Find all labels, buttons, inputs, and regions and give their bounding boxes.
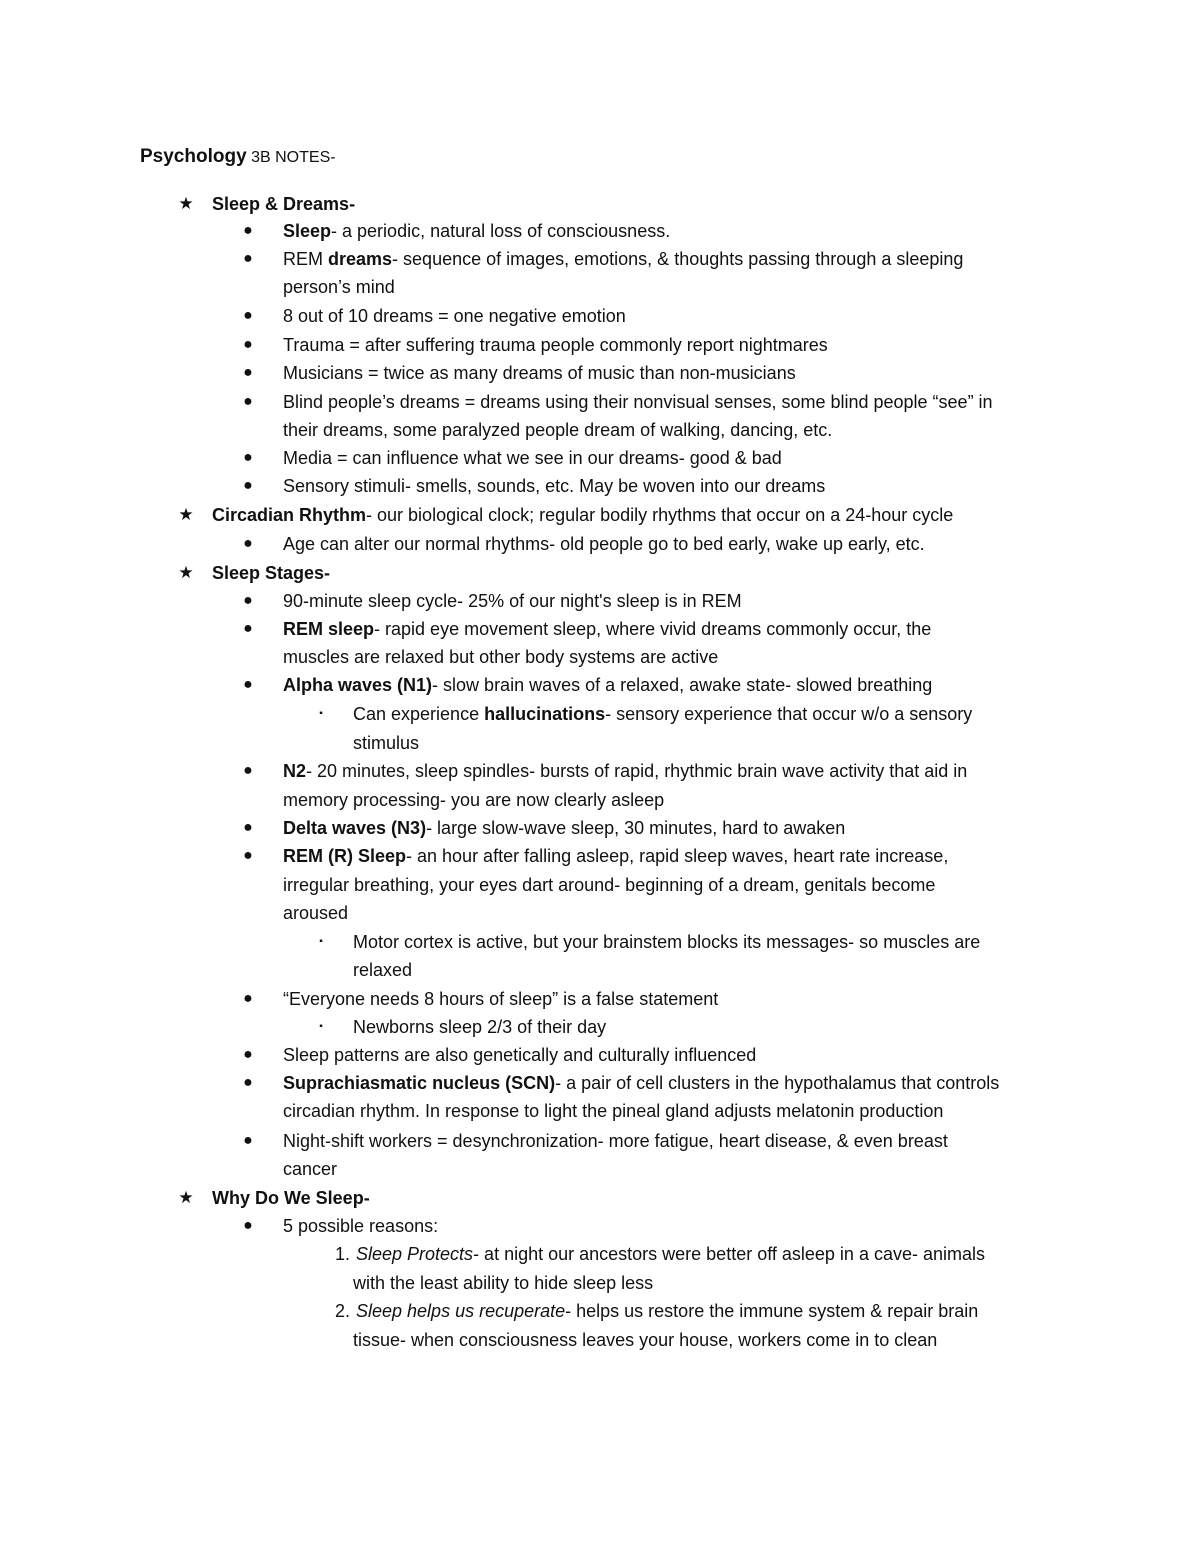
bullet-icon: ●	[243, 477, 253, 494]
list-item: Age can alter our normal rhythms- old people go to bed early, wake up early, etc.	[283, 534, 925, 554]
bullet-icon: ●	[243, 535, 253, 552]
star-icon: ★	[178, 194, 194, 213]
list-item-continuation: irregular breathing, your eyes dart around- beginning of a dream, genitals become	[283, 875, 936, 895]
numbered-item-continuation: tissue- when consciousness leaves your house, workers come in to clean	[353, 1330, 938, 1350]
numbered-item: Sleep helps us recuperate- helps us restore the immune system & repair brain	[356, 1301, 979, 1321]
list-item: “Everyone needs 8 hours of sleep” is a false statement	[283, 989, 719, 1009]
list-item: Trauma = after suffering trauma people commonly report nightmares	[283, 335, 828, 355]
square-bullet-icon: ▪	[319, 936, 323, 947]
sub-list-item: Motor cortex is active, but your brainstem blocks its messages- so muscles are	[353, 932, 981, 952]
list-number: 1.	[334, 1244, 350, 1264]
section-heading: Why Do We Sleep-	[212, 1188, 370, 1208]
star-icon: ★	[178, 563, 194, 582]
title-rest: 3B NOTES-	[246, 149, 336, 166]
list-item-continuation: person’s mind	[283, 277, 395, 297]
title-bold: Psychology	[140, 146, 247, 167]
bullet-icon: ●	[243, 847, 253, 864]
bullet-icon: ●	[243, 1132, 253, 1149]
bullet-icon: ●	[243, 393, 253, 410]
list-item: Media = can influence what we see in our dreams- good & bad	[283, 448, 782, 468]
page-title	[140, 146, 336, 168]
list-item: Sleep patterns are also genetically and culturally influenced	[283, 1045, 757, 1065]
bullet-icon: ●	[243, 222, 253, 239]
star-icon: ★	[178, 1188, 194, 1207]
list-item: Sleep- a periodic, natural loss of consciousness.	[283, 221, 671, 241]
bullet-icon: ●	[243, 250, 253, 267]
list-item-continuation: circadian rhythm. In response to light the pineal gland adjusts melatonin production	[283, 1101, 944, 1121]
bullet-icon: ●	[243, 449, 253, 466]
bullet-icon: ●	[243, 364, 253, 381]
sub-list-item: Can experience hallucinations- sensory experience that occur w/o a sensory	[353, 704, 973, 724]
bullet-icon: ●	[243, 1217, 253, 1234]
bullet-icon: ●	[243, 990, 253, 1007]
square-bullet-icon: ▪	[319, 1021, 323, 1032]
numbered-item-continuation: with the least ability to hide sleep less	[353, 1273, 654, 1293]
list-item: Musicians = twice as many dreams of music than non-musicians	[283, 363, 796, 383]
list-item-continuation: their dreams, some paralyzed people dream of walking, dancing, etc.	[283, 420, 833, 440]
section-heading: Sleep Stages-	[212, 563, 331, 583]
bullet-icon: ●	[243, 336, 253, 353]
bullet-icon: ●	[243, 1074, 253, 1091]
list-item: N2- 20 minutes, sleep spindles- bursts of rapid, rhythmic brain wave activity that aid in	[283, 761, 968, 781]
sub-list-item: Newborns sleep 2/3 of their day	[353, 1017, 607, 1037]
sub-list-item-continuation: stimulus	[353, 733, 420, 753]
list-item-continuation: muscles are relaxed but other body systems are active	[283, 647, 719, 667]
star-icon: ★	[178, 505, 194, 524]
bullet-icon: ●	[243, 592, 253, 609]
list-item: Delta waves (N3)- large slow-wave sleep, 30 minutes, hard to awaken	[283, 818, 846, 838]
list-item: Alpha waves (N1)- slow brain waves of a relaxed, awake state- slowed breathing	[283, 675, 933, 695]
list-item: Blind people’s dreams = dreams using their nonvisual senses, some blind people “see” in	[283, 392, 993, 412]
bullet-icon: ●	[243, 620, 253, 637]
list-item: Night-shift workers = desynchronization- more fatigue, heart disease, & even breast	[283, 1131, 948, 1151]
list-item-continuation: memory processing- you are now clearly asleep	[283, 790, 665, 810]
section-heading: Sleep & Dreams-	[212, 194, 356, 214]
list-item: REM sleep- rapid eye movement sleep, where vivid dreams commonly occur, the	[283, 619, 932, 639]
bullet-icon: ●	[243, 762, 253, 779]
bullet-icon: ●	[243, 307, 253, 324]
sub-list-item-continuation: relaxed	[353, 960, 413, 980]
list-item: REM dreams- sequence of images, emotions, & thoughts passing through a sleeping	[283, 249, 964, 269]
bullet-icon: ●	[243, 1046, 253, 1063]
list-item: Suprachiasmatic nucleus (SCN)- a pair of cell clusters in the hypothalamus that controls	[283, 1073, 1000, 1093]
list-item: 90-minute sleep cycle- 25% of our night's sleep is in REM	[283, 591, 742, 611]
list-item-continuation: cancer	[283, 1159, 338, 1179]
list-item: 5 possible reasons:	[283, 1216, 439, 1236]
list-item: REM (R) Sleep- an hour after falling asleep, rapid sleep waves, heart rate increase,	[283, 846, 949, 866]
numbered-item: Sleep Protects- at night our ancestors were better off asleep in a cave- animals	[356, 1244, 985, 1264]
square-bullet-icon: ▪	[319, 708, 323, 719]
bullet-icon: ●	[243, 819, 253, 836]
bullet-icon: ●	[243, 676, 253, 693]
section-heading: Circadian Rhythm- our biological clock; regular bodily rhythms that occur on a 24-hour cycle	[212, 505, 954, 525]
list-item: Sensory stimuli- smells, sounds, etc. May be woven into our dreams	[283, 476, 826, 496]
list-item-continuation: aroused	[283, 903, 349, 923]
list-item: 8 out of 10 dreams = one negative emotion	[283, 306, 626, 326]
list-number: 2.	[334, 1301, 350, 1321]
